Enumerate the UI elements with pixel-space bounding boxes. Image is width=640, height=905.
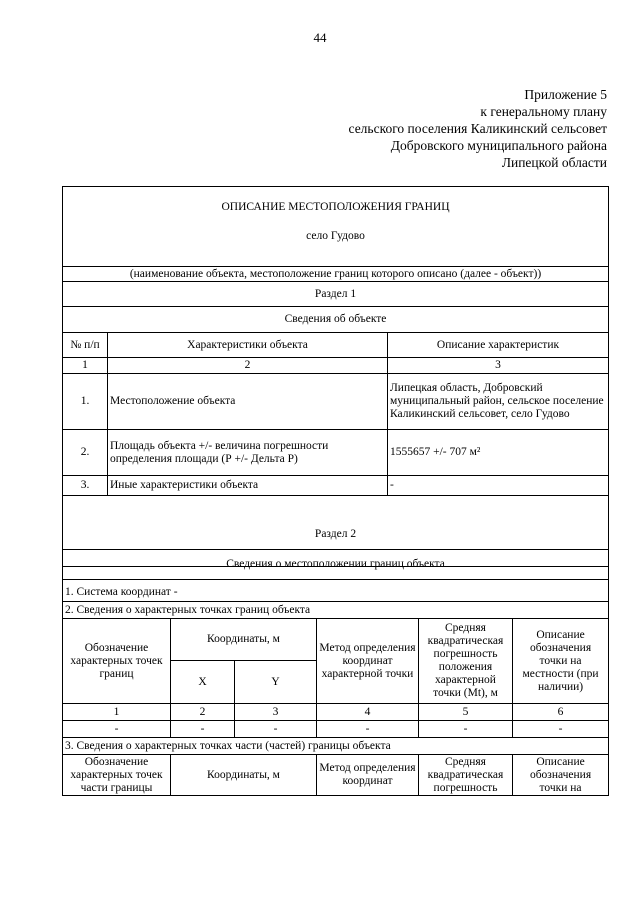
appendix-heading — [349, 86, 607, 171]
part-points-title: 3. Сведения о характерных точках части (частей) границы объекта — [63, 738, 609, 755]
section1-title: Раздел 1 — [63, 282, 609, 307]
header-x: X — [171, 661, 235, 704]
header-coordinates: Координаты, м — [171, 619, 317, 661]
cell: - — [513, 721, 609, 738]
cell: - — [419, 721, 513, 738]
col-number: 1 — [63, 358, 108, 374]
header-description: Описание характеристик — [388, 333, 609, 358]
row-num: 1. — [63, 374, 108, 430]
col-number: 3 — [235, 704, 317, 721]
cell: - — [317, 721, 419, 738]
table-row — [63, 476, 609, 496]
header-method: Метод определения координат характерной точки — [317, 619, 419, 704]
table-row — [63, 721, 609, 738]
row-value: Липецкая область, Добровский муниципальный район, сельское поселение Каликинский сельсовет, село Гудово — [388, 374, 609, 430]
header-designation: Обозначение характерных точек границ — [63, 619, 171, 704]
col-number: 1 — [63, 704, 171, 721]
col-number: 4 — [317, 704, 419, 721]
appendix-line: Липецкой области — [501, 155, 607, 170]
cell: - — [235, 721, 317, 738]
col-number: 5 — [419, 704, 513, 721]
table-row — [63, 430, 609, 476]
header-accuracy: Средняя квадратическая погрешность положения характерной точки (Mt), м — [419, 619, 513, 704]
cell: - — [63, 721, 171, 738]
col-number: 2 — [171, 704, 235, 721]
row-name: Местоположение объекта — [108, 374, 388, 430]
points-title: 2. Сведения о характерных точках границ объекта — [63, 602, 609, 619]
page-number: 44 — [313, 30, 327, 45]
table-row — [63, 374, 609, 430]
col-number: 2 — [108, 358, 388, 374]
part-header-coordinates: Координаты, м — [171, 755, 317, 796]
row-value: 1555657 +/- 707 м² — [388, 430, 609, 476]
section1-subtitle: Сведения об объекте — [63, 307, 609, 333]
col-number: 3 — [388, 358, 609, 374]
header-point-description: Описание обозначения точки на местности (при наличии) — [513, 619, 609, 704]
header-y: Y — [235, 661, 317, 704]
appendix-line: к генеральному плану — [480, 104, 607, 119]
object-name: село Гудово — [306, 230, 365, 242]
part-header-designation: Обозначение характерных точек части границы — [63, 755, 171, 796]
row-value: - — [388, 476, 609, 496]
appendix-line: Добровского муниципального района — [390, 138, 607, 153]
object-info-table — [62, 186, 609, 580]
appendix-line: Приложение 5 — [524, 87, 607, 102]
header-characteristic: Характеристики объекта — [108, 333, 388, 358]
header-num: № п/п — [63, 333, 108, 358]
boundary-points-table — [62, 566, 609, 796]
section2-subtitle: Сведения о местоположении границ объекта — [63, 550, 609, 580]
part-header-accuracy: Средняя квадратическая погрешность — [419, 755, 513, 796]
part-header-method: Метод определения координат — [317, 755, 419, 796]
row-name: Площадь объекта +/- величина погрешности определения площади (Р +/- Дельта Р) — [108, 430, 388, 476]
appendix-line: сельского поселения Каликинский сельсовет — [348, 121, 607, 136]
cell: - — [171, 721, 235, 738]
document-title: ОПИСАНИЕ МЕСТОПОЛОЖЕНИЯ ГРАНИЦ — [221, 201, 450, 213]
row-name: Иные характеристики объекта — [108, 476, 388, 496]
coordinate-system: 1. Система координат - — [63, 567, 609, 602]
row-num: 2. — [63, 430, 108, 476]
col-number: 6 — [513, 704, 609, 721]
part-header-description: Описание обозначения точки на — [513, 755, 609, 796]
object-caption: (наименование объекта, местоположение границ которого описано (далее - объект)) — [63, 267, 609, 282]
section2-title: Раздел 2 — [63, 496, 609, 550]
title-cell — [63, 187, 609, 267]
row-num: 3. — [63, 476, 108, 496]
